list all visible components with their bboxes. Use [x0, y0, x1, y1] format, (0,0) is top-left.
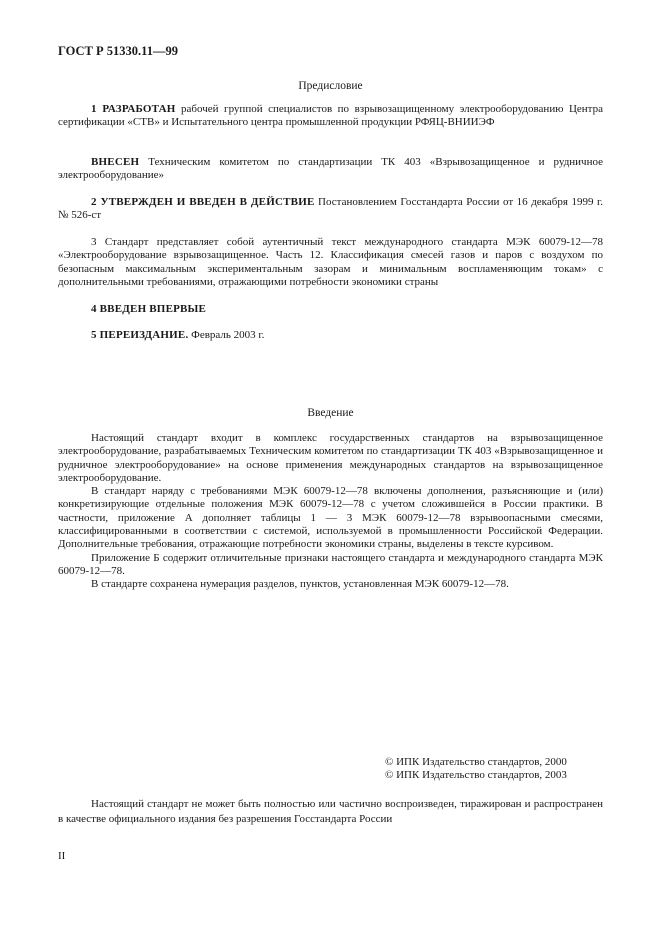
- foreword-title: Предисловие: [298, 80, 363, 92]
- foreword-item-submitted: [58, 156, 603, 183]
- introduction-paragraph-1: Настоящий стандарт входит в комплекс государственных стандартов на взрывозащищенное электрооборудование, разрабатываемых Техническим комитетом по стандартизации ТК 403 «Взрывозащищенное и рудничное электрооборудование» на основе применения международных стандартов на взрывозащищенное электрооборудование.: [58, 432, 603, 484]
- introduction-paragraph-2: В стандарт наряду с требованиями МЭК 60079-12—78 включены дополнения, разъясняющие и (или) конкретизирующие отдельные положения МЭК 60079-12—78 с учетом сложившейся в России практики. В частности, приложение А дополняет таблицы 1 — 3 МЭК 60079-12—78 взрывоопасными смесями, классифицированными в соответствии с системой, используемой в промышленности Российской Федерации. Дополнительные требования, отражающие потребности экономики страны, выделены в тексте курсивом.: [58, 485, 603, 551]
- foreword-item-5: [58, 329, 603, 342]
- copyright-line-1: © ИПК Издательство стандартов, 2000: [385, 756, 567, 768]
- foreword-item-5-text: Февраль 2003 г.: [188, 329, 265, 341]
- foreword-item-2: [58, 196, 603, 223]
- introduction-title: Введение: [307, 407, 354, 419]
- foreword-item-submitted-text: Техническим комитетом по стандартизации ТК 403 «Взрывозащищенное и рудничное электрооборудование»: [58, 156, 603, 182]
- foreword-item-3-text: 3 Стандарт представляет собой аутентичный текст международного стандарта МЭК 60079-12—78 «Электрооборудование взрывозащищенное. Часть 12. Классификация смесей газов и паров с воздухом по безопасным максимальным экспериментальным зазорам и минимальным воспламеняющим токам» с дополнительными требованиями, отражающими потребности экономики страны: [58, 236, 603, 288]
- foreword-item-1: [58, 103, 603, 130]
- document-code: ГОСТ Р 51330.11—99: [58, 44, 178, 58]
- foreword-item-submitted-lead: ВНЕСЕН: [91, 156, 140, 168]
- introduction-paragraph-3: Приложение Б содержит отличительные признаки настоящего стандарта и международного стандарта МЭК 60079-12—78.: [58, 551, 603, 577]
- foreword-item-3: [58, 236, 603, 289]
- reproduction-notice: Настоящий стандарт не может быть полностью или частично воспроизведен, тиражирован и распространен в качестве официального издания без разрешения Госстандарта России: [58, 798, 603, 825]
- foreword-item-4: [58, 303, 603, 316]
- introduction-body: [58, 432, 603, 592]
- foreword-item-1-text: рабочей группой специалистов по взрывозащищенному электрооборудованию Центра сертификации «СТВ» и Испытательного центра промышленной продукции РФЯЦ-ВНИИЭФ: [58, 103, 603, 129]
- foreword-item-5-lead: 5 ПЕРЕИЗДАНИЕ.: [91, 329, 189, 341]
- page-number: II: [58, 850, 66, 862]
- copyright-line-2: © ИПК Издательство стандартов, 2003: [385, 769, 567, 781]
- introduction-paragraph-4: В стандарте сохранена нумерация разделов, пунктов, установленная МЭК 60079-12—78.: [91, 578, 509, 591]
- foreword-item-2-text: Постановлением Госстандарта России от 16 декабря 1999 г. № 526-ст: [58, 196, 603, 222]
- foreword-item-1-lead: 1 РАЗРАБОТАН: [91, 103, 176, 115]
- foreword-item-2-lead: 2 УТВЕРЖДЕН И ВВЕДЕН В ДЕЙСТВИЕ: [91, 196, 315, 208]
- foreword-item-4-lead: 4 ВВЕДЕН ВПЕРВЫЕ: [91, 303, 207, 315]
